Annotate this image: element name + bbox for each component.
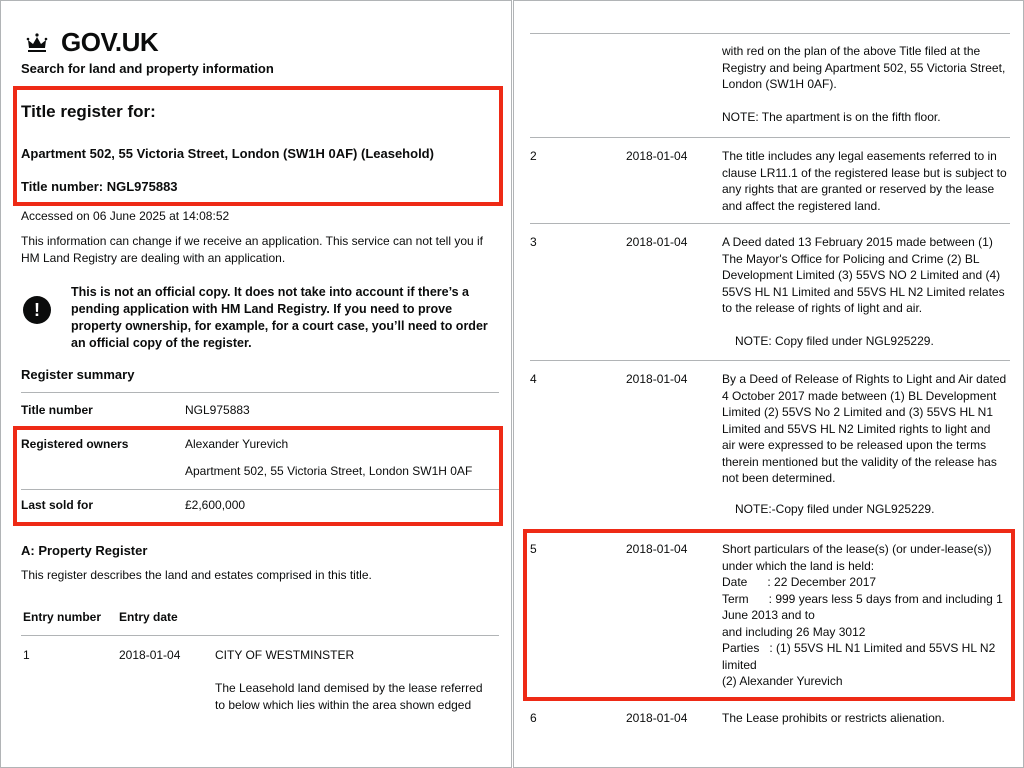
entry-note: NOTE: Copy filed under NGL925229. bbox=[735, 334, 934, 348]
entry-text: By a Deed of Release of Rights to Light and Air dated 4 October 2017 made between (1) BL Development Limited (2) 55VS No 2 Limited and (3) 55VS HL N1 Limited and 55VS HL N2 Limited rights to light and air were expressed to be released upon the terms therein mentioned but the validity of the release has not been determined. bbox=[722, 372, 1007, 485]
crown-icon bbox=[25, 31, 49, 55]
property-address: Apartment 502, 55 Victoria Street, London (SW1H 0AF) (Leasehold) bbox=[21, 146, 434, 161]
entry-date: 2018-01-04 bbox=[626, 235, 688, 249]
summary-value-owner-name: Alexander Yurevich bbox=[185, 437, 289, 451]
divider bbox=[21, 489, 499, 490]
info-text: This information can change if we receive an application. This service can not tell you if HM Land Registry are dealing with an application. bbox=[21, 234, 484, 265]
lease-line: (2) Alexander Yurevich bbox=[722, 674, 843, 688]
property-register-description: This register describes the land and estates comprised in this title. bbox=[21, 568, 372, 582]
summary-label-title-number: Title number bbox=[21, 403, 93, 417]
entry-note: NOTE: The apartment is on the fifth floor. bbox=[722, 110, 941, 124]
entry-text: CITY OF WESTMINSTER bbox=[215, 648, 355, 662]
summary-value-title-number: NGL975883 bbox=[185, 403, 250, 417]
entry-date: 2018-01-04 bbox=[626, 711, 688, 725]
divider bbox=[530, 33, 1010, 34]
warning-text: This is not an official copy. It does not take into account if there’s a pending application with HM Land Registry. If you need to prove property ownership, for example, for a court case, you’ll need to order an official copy of the register. bbox=[71, 285, 488, 350]
entry-note: NOTE:-Copy filed under NGL925229. bbox=[735, 502, 935, 516]
lease-line: Parties : (1) 55VS HL N1 Limited and 55VS HL N2 limited bbox=[722, 641, 999, 672]
entry-number: 5 bbox=[530, 542, 537, 556]
entry-text: The Lease prohibits or restricts alienation. bbox=[722, 711, 945, 725]
right-page bbox=[513, 0, 1024, 768]
govuk-logo[interactable]: GOV.UK bbox=[61, 27, 159, 57]
summary-heading: Register summary bbox=[21, 367, 135, 382]
entry-number: 1 bbox=[23, 648, 30, 662]
service-name[interactable]: Search for land and property information bbox=[21, 61, 274, 76]
entry-number: 3 bbox=[530, 235, 537, 249]
lease-line: and including 26 May 3012 bbox=[722, 624, 866, 639]
accessed-timestamp: Accessed on 06 June 2025 at 14:08:52 bbox=[21, 209, 230, 223]
entry-date: 2018-01-04 bbox=[626, 542, 688, 556]
entry-number: 4 bbox=[530, 372, 537, 386]
page-title: Title register for: bbox=[21, 102, 156, 121]
lease-line: Term : 999 years less 5 days from and including 1 June 2013 and to bbox=[722, 591, 1007, 622]
column-entry-number: Entry number bbox=[23, 610, 102, 624]
summary-label-last-sold: Last sold for bbox=[21, 498, 94, 512]
entry-text-continuation: with red on the plan of the above Title filed at the Registry and being Apartment 502, 55 Victoria Street, London (SW1H 0AF). bbox=[722, 44, 1006, 91]
entry-text: The title includes any legal easements referred to in clause LR11.1 of the registered lease but is subject to any rights that are granted or reserved by the lease and affect the registered land. bbox=[722, 149, 1007, 213]
summary-value-owner-address: Apartment 502, 55 Victoria Street, London SW1H 0AF bbox=[185, 464, 473, 478]
entry-number: 2 bbox=[530, 149, 537, 163]
summary-label-owners: Registered owners bbox=[21, 437, 129, 451]
divider bbox=[21, 392, 499, 393]
lease-line: Date : 22 December 2017 bbox=[722, 575, 877, 589]
entry-number: 6 bbox=[530, 711, 537, 725]
entry-text: The Leasehold land demised by the lease referred to below which lies within the area shown edged bbox=[215, 681, 483, 712]
entry-date: 2018-01-04 bbox=[626, 149, 688, 163]
summary-value-last-sold: £2,600,000 bbox=[185, 498, 246, 512]
lease-particulars bbox=[722, 541, 1007, 690]
divider bbox=[21, 635, 499, 636]
title-number-heading: Title number: NGL975883 bbox=[21, 179, 178, 194]
property-register-heading: A: Property Register bbox=[21, 543, 148, 558]
divider bbox=[530, 360, 1010, 361]
lease-line: Short particulars of the lease(s) (or under-lease(s)) under which the land is held: bbox=[722, 542, 992, 573]
divider bbox=[530, 137, 1010, 138]
entry-date: 2018-01-04 bbox=[119, 648, 181, 662]
exclamation-icon: ! bbox=[23, 296, 51, 324]
entry-text: A Deed dated 13 February 2015 made between (1) The Mayor's Office for Policing and Crime (2) BL Development Limited (3) 55VS NO 2 Limited and (4) 55VS HL N1 Limited and 55VS HL N2 Limited relates to the release of rights of light and air. bbox=[722, 235, 1005, 315]
divider bbox=[530, 223, 1010, 224]
column-entry-date: Entry date bbox=[119, 610, 178, 624]
entry-date: 2018-01-04 bbox=[626, 372, 688, 386]
